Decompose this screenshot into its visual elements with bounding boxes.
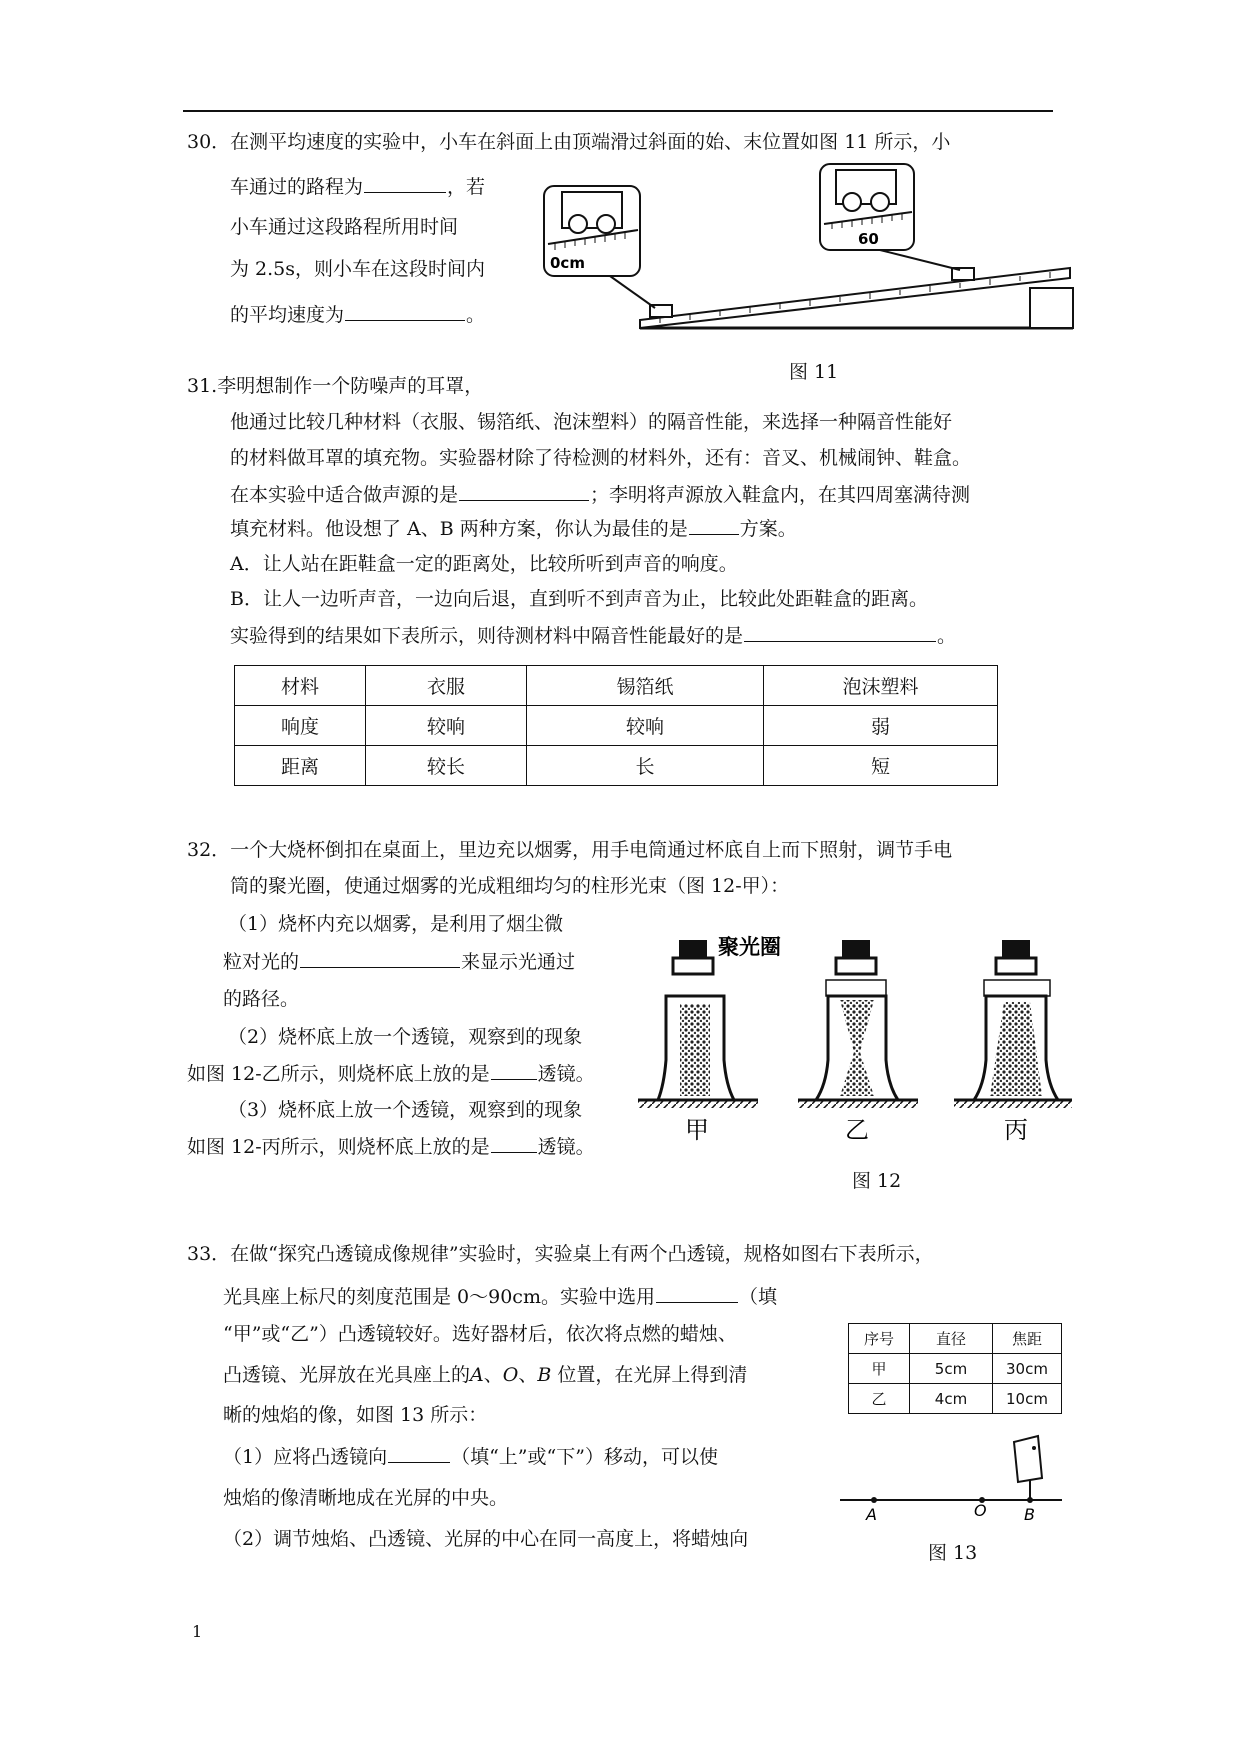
table-row: [235, 746, 998, 786]
q32-p2a: （2）烧杯底上放一个透镜，观察到的现象: [228, 1026, 583, 1048]
table-cell: 5cm: [910, 1354, 993, 1384]
q30-blank-speed[interactable]: [345, 302, 465, 321]
q33-line2: 光具座上标尺的刻度范围是 0～90cm。实验中选用 （填: [223, 1286, 777, 1308]
q32-blank-effect[interactable]: [300, 949, 460, 968]
q32-line1: 32．一个大烧杯倒扣在桌面上，里边充以烟雾，用手电筒通过杯底自上而下照射，调节手电: [187, 839, 953, 861]
q32-blank-lens-bing[interactable]: [491, 1134, 537, 1153]
table-cell: 甲: [849, 1354, 910, 1384]
table-cell: 响度: [235, 706, 366, 746]
q33-line7: 烛焰的像清晰地成在光屏的中央。: [223, 1487, 509, 1509]
page-number: 1: [192, 1622, 203, 1641]
q30-line5: 的平均速度为 。: [230, 304, 486, 326]
q32-p1d: 的路径。: [223, 988, 300, 1010]
q30-line1: 30．在测平均速度的实验中，小车在斜面上由顶端滑过斜面的始、末位置如图 11 所示，小: [187, 131, 951, 153]
q31-line5: 填充材料。他设想了 A、B 两种方案，你认为最佳的是 方案。: [230, 518, 797, 540]
q31-blank-source[interactable]: [459, 482, 589, 501]
q33-blank-lens-choice[interactable]: [656, 1284, 738, 1303]
table-cell: 直径: [910, 1324, 993, 1354]
q33-lens-table: [848, 1323, 1062, 1414]
beaker-bing: [954, 940, 1072, 1108]
q31-option-b: B．让人一边听声音，一边向后退，直到听不到声音为止，比较此处距鞋盒的距离。: [230, 588, 928, 610]
q32-p1b: 粒对光的 来显示光通过: [223, 951, 576, 973]
header-rule: [183, 110, 1053, 112]
optical-bench-diagram: [836, 1430, 1066, 1522]
q33-line4: 凸透镜、光屏放在光具座上的A、O、B 位置，在光屏上得到清: [223, 1364, 748, 1386]
table-cell: 泡沫塑料: [764, 666, 998, 706]
table-cell: 锡箔纸: [527, 666, 764, 706]
bench-label-b: B: [1024, 1505, 1035, 1522]
table-cell: 较响: [366, 706, 527, 746]
table-cell: 较长: [366, 746, 527, 786]
figure-12: [636, 920, 1076, 1150]
q32-p3a: （3）烧杯底上放一个透镜，观察到的现象: [228, 1099, 583, 1121]
table-cell: 弱: [764, 706, 998, 746]
table-row: [849, 1324, 1062, 1354]
figure-12-caption: 图 12: [852, 1170, 902, 1192]
bench-label-a: A: [866, 1505, 877, 1522]
incline-diagram: [540, 160, 1075, 335]
beaker-jia: [638, 940, 758, 1108]
q32-blank-lens-yi[interactable]: [491, 1061, 537, 1080]
beaker-yi: [798, 940, 918, 1108]
q32-p1a: （1）烧杯内充以烟雾，是利用了烟尘微: [228, 913, 564, 935]
q31-option-a: A．让人站在距鞋盒一定的距离处，比较所听到声音的响度。: [230, 553, 738, 575]
table-cell: 材料: [235, 666, 366, 706]
table-cell: 短: [764, 746, 998, 786]
table-cell: 焦距: [993, 1324, 1062, 1354]
q33-line6: （1）应将凸透镜向 （填“上”或“下”）移动，可以使: [223, 1446, 718, 1468]
ruler-start-label: 0cm: [550, 254, 585, 272]
table-cell: 较响: [527, 706, 764, 746]
beaker-label-jia: 甲: [685, 1116, 709, 1144]
beaker-label-bing: 丙: [1004, 1116, 1028, 1144]
q33-blank-direction[interactable]: [388, 1444, 450, 1463]
table-cell: 序号: [849, 1324, 910, 1354]
figure-11: [540, 160, 1075, 335]
bench-label-o: O: [974, 1501, 987, 1520]
q32-line2: 筒的聚光圈，使通过烟雾的光成粗细均匀的柱形光束（图 12-甲）：: [230, 875, 790, 897]
aperture-label: 聚光圈: [718, 935, 781, 959]
table-row: [849, 1384, 1062, 1414]
table-cell: 距离: [235, 746, 366, 786]
q32-p3b: 如图 12-丙所示，则烧杯底上放的是 透镜。: [187, 1136, 595, 1158]
q33-line8: （2）调节烛焰、凸透镜、光屏的中心在同一高度上，将蜡烛向: [223, 1528, 749, 1550]
ruler-end-label: 60: [858, 230, 879, 248]
table-row: [849, 1354, 1062, 1384]
q30-line3: 小车通过这段路程所用时间: [230, 216, 459, 238]
q31-blank-best[interactable]: [744, 623, 936, 642]
table-cell: 10cm: [993, 1384, 1062, 1414]
table-cell: 衣服: [366, 666, 527, 706]
table-cell: 长: [527, 746, 764, 786]
table-row: [235, 706, 998, 746]
q31-line3: 的材料做耳罩的填充物。实验器材除了待检测的材料外，还有：音叉、机械闹钟、鞋盒。: [230, 447, 972, 469]
q33-line1: 33．在做“探究凸透镜成像规律”实验时，实验桌上有两个凸透镜，规格如图右下表所示，: [187, 1243, 934, 1265]
beaker-diagram: [636, 920, 1076, 1150]
table-cell: 30cm: [993, 1354, 1062, 1384]
q31-line2: 他通过比较几种材料（衣服、锡箔纸、泡沫塑料）的隔音性能，来选择一种隔音性能好: [230, 411, 953, 433]
q30-blank-distance[interactable]: [364, 174, 446, 193]
table-cell: 乙: [849, 1384, 910, 1414]
beaker-label-yi: 乙: [845, 1116, 869, 1144]
q31-blank-plan[interactable]: [689, 516, 739, 535]
q31-line4: 在本实验中适合做声源的是 ；李明将声源放入鞋盒内，在其四周塞满待测: [230, 484, 971, 506]
q31-results-table: [234, 665, 998, 786]
figure-13-caption: 图 13: [928, 1542, 978, 1564]
figure-11-caption: 图 11: [789, 361, 839, 383]
q31-line1: 31.李明想制作一个防噪声的耳罩，: [187, 375, 484, 397]
q32-p2b: 如图 12-乙所示，则烧杯底上放的是 透镜。: [187, 1063, 595, 1085]
figure-13: [836, 1430, 1066, 1522]
q31-line8: 实验得到的结果如下表所示，则待测材料中隔音性能最好的是 。: [230, 625, 957, 647]
table-cell: 4cm: [910, 1384, 993, 1414]
table-row: [235, 666, 998, 706]
q30-line4: 为 2.5s，则小车在这段时间内: [230, 258, 486, 280]
q33-line5: 晰的烛焰的像，如图 13 所示：: [223, 1404, 488, 1426]
q33-line3: “甲”或“乙”）凸透镜较好。选好器材后，依次将点燃的蜡烛、: [223, 1323, 737, 1345]
q30-line2: 车通过的路程为 ，若: [230, 176, 486, 198]
